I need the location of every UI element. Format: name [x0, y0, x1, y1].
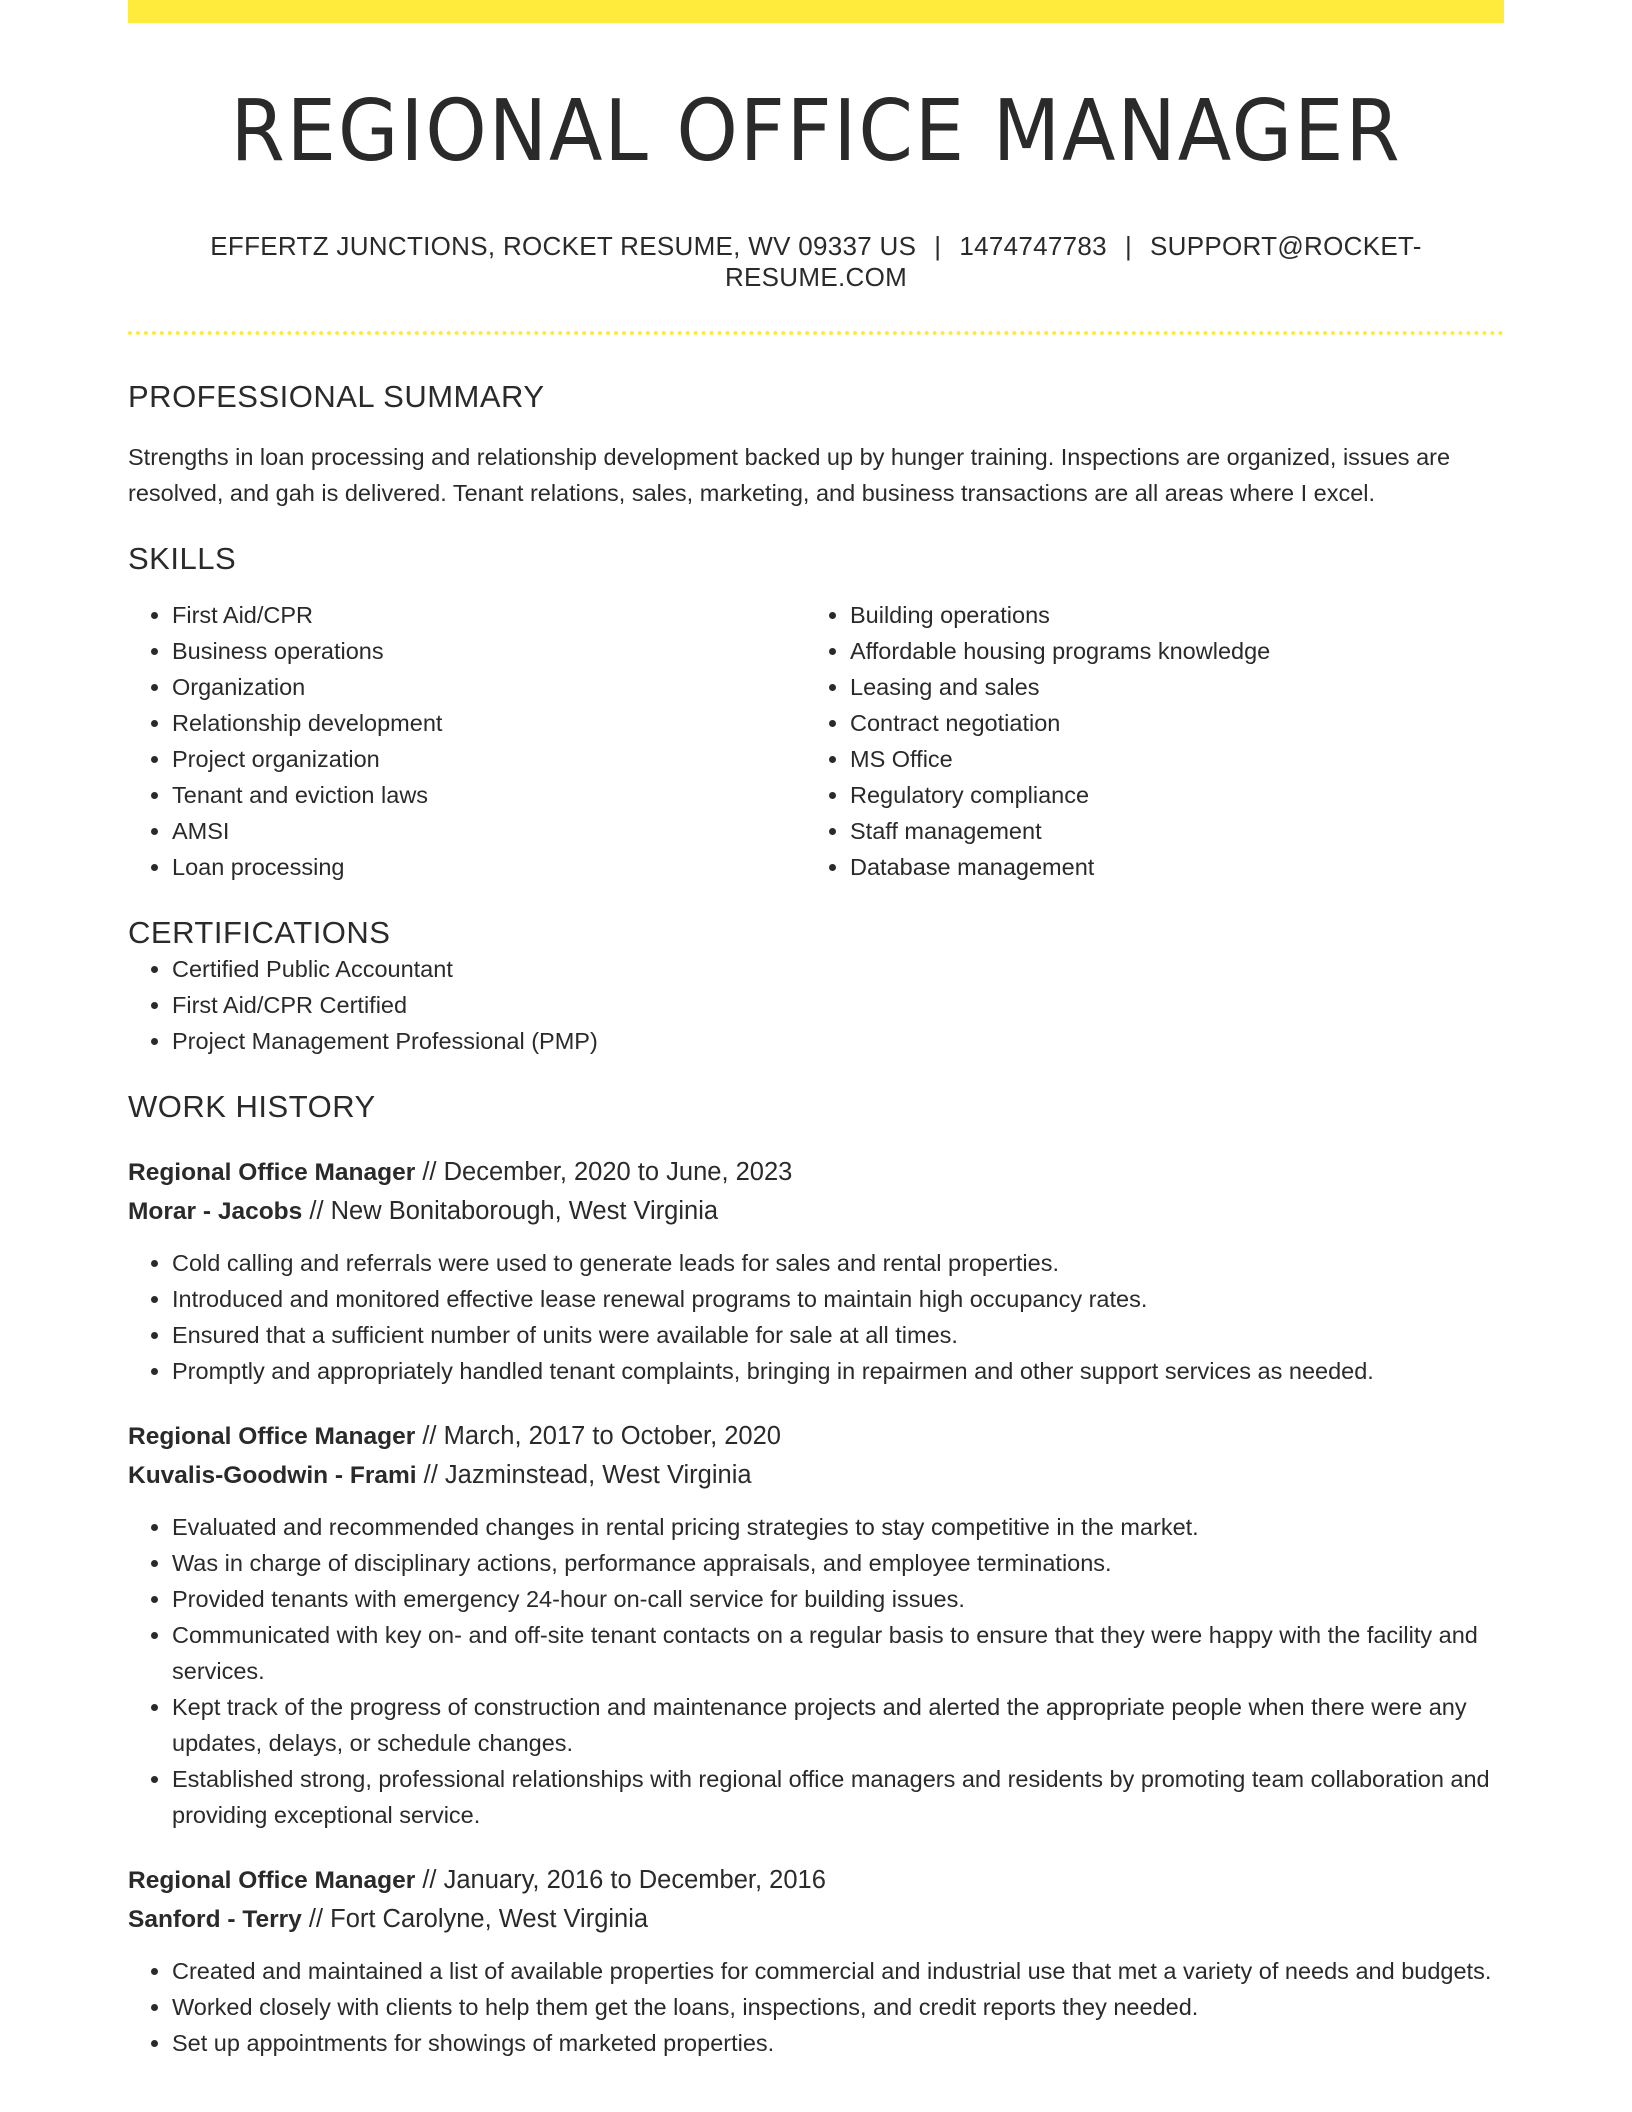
summary-text: Strengths in loan processing and relationship development backed up by hunger training. Inspections are organized, issues are resolved, and gah is delivered. Tenant relations, sales, marketing, and business transactions are all areas where I excel.: [128, 443, 1451, 506]
skill-item: • AMSI: [172, 813, 806, 849]
job-location: // New Bonitaborough, West Virginia: [302, 1196, 719, 1225]
job-company-line: [128, 1456, 1504, 1495]
job-bullet: • Established strong, professional relationships with regional office managers and residents by promoting team collaboration and providing exceptional service.: [172, 1761, 1504, 1833]
job-company: Kuvalis-Goodwin - Frami: [128, 1461, 417, 1489]
skills-column-left: [128, 597, 806, 885]
job-entry: [128, 1861, 1504, 2061]
job-bullet: • Evaluated and recommended changes in rental pricing strategies to stay competitive in the market.: [172, 1509, 1504, 1545]
contact-email[interactable]: SUPPORT@ROCKET-RESUME.COM: [724, 230, 1422, 292]
resume-name: REGIONAL OFFICE MANAGER: [230, 82, 1402, 181]
skill-item: • Regulatory compliance: [850, 777, 1484, 813]
job-company: Sanford - Terry: [128, 1905, 302, 1933]
skill-item: • Project organization: [172, 741, 806, 777]
contact-line: [128, 231, 1504, 293]
resume-page: [128, 0, 1504, 2061]
job-title-line: [128, 1153, 1504, 1192]
job-bullets: [128, 1953, 1504, 2061]
top-accent-bar: [128, 0, 1504, 23]
job-bullet: • Was in charge of disciplinary actions, performance appraisals, and employee terminations.: [172, 1545, 1504, 1581]
skills-column-right: [806, 597, 1484, 885]
certification-item: • First Aid/CPR Certified: [172, 987, 1504, 1023]
job-bullet: • Worked closely with clients to help them get the loans, inspections, and credit reports they needed.: [172, 1989, 1504, 2025]
summary-heading: PROFESSIONAL SUMMARY: [128, 378, 545, 414]
skill-item: • Tenant and eviction laws: [172, 777, 806, 813]
certification-item: • Project Management Professional (PMP): [172, 1023, 1504, 1059]
skill-item: • Affordable housing programs knowledge: [850, 633, 1484, 669]
skill-item: • Relationship development: [172, 705, 806, 741]
job-bullet: • Ensured that a sufficient number of units were available for sale at all times.: [172, 1317, 1504, 1353]
job-bullet: • Kept track of the progress of construction and maintenance projects and alerted the appropriate people when there were any updates, delays, or schedule changes.: [172, 1689, 1504, 1761]
certifications-heading: CERTIFICATIONS: [128, 914, 391, 950]
skill-item: • MS Office: [850, 741, 1484, 777]
job-dates: // December, 2020 to June, 2023: [415, 1157, 793, 1186]
header-divider: [128, 331, 1504, 335]
skills-list-right: [806, 597, 1484, 885]
job-location: // Fort Carolyne, West Virginia: [301, 1904, 649, 1933]
job-bullet: • Provided tenants with emergency 24-hour on-call service for building issues.: [172, 1581, 1504, 1617]
contact-phone: 1474747783: [959, 230, 1107, 261]
job-entry: [128, 1153, 1504, 1389]
job-bullet: • Introduced and monitored effective lease renewal programs to maintain high occupancy rates.: [172, 1281, 1504, 1317]
skill-item: • Business operations: [172, 633, 806, 669]
skills-heading: SKILLS: [128, 540, 237, 576]
skill-item: • Loan processing: [172, 849, 806, 885]
skills-list-left: [128, 597, 806, 885]
job-location: // Jazminstead, West Virginia: [416, 1460, 752, 1489]
job-company-line: [128, 1192, 1504, 1231]
skill-item: • Contract negotiation: [850, 705, 1484, 741]
job-title-line: [128, 1417, 1504, 1456]
job-dates: // January, 2016 to December, 2016: [415, 1865, 826, 1894]
skill-item: • Building operations: [850, 597, 1484, 633]
job-company-line: [128, 1900, 1504, 1939]
work-history-heading: WORK HISTORY: [128, 1088, 376, 1124]
skill-item: • Database management: [850, 849, 1484, 885]
certification-item: • Certified Public Accountant: [172, 951, 1504, 987]
skills-grid: [128, 597, 1504, 885]
job-company: Morar - Jacobs: [128, 1197, 303, 1225]
job-entry: [128, 1417, 1504, 1833]
job-role: Regional Office Manager: [128, 1866, 416, 1894]
job-bullet: • Cold calling and referrals were used to generate leads for sales and rental properties.: [172, 1245, 1504, 1281]
contact-separator: |: [934, 230, 942, 261]
skill-item: • First Aid/CPR: [172, 597, 806, 633]
skill-item: • Organization: [172, 669, 806, 705]
job-bullet: • Created and maintained a list of available properties for commercial and industrial use that met a variety of needs and budgets.: [172, 1953, 1504, 1989]
certifications-list: [128, 951, 1504, 1059]
job-bullets: [128, 1245, 1504, 1389]
job-role: Regional Office Manager: [128, 1422, 416, 1450]
skill-item: • Staff management: [850, 813, 1484, 849]
contact-address: EFFERTZ JUNCTIONS, ROCKET RESUME, WV 09337 US: [210, 230, 917, 261]
job-title-line: [128, 1861, 1504, 1900]
job-bullet: • Promptly and appropriately handled tenant complaints, bringing in repairmen and other support services as needed.: [172, 1353, 1504, 1389]
job-bullet: • Set up appointments for showings of marketed properties.: [172, 2025, 1504, 2061]
job-role: Regional Office Manager: [128, 1158, 416, 1186]
contact-separator: |: [1124, 230, 1133, 261]
skill-item: • Leasing and sales: [850, 669, 1484, 705]
job-dates: // March, 2017 to October, 2020: [415, 1421, 781, 1450]
job-bullets: [128, 1509, 1504, 1833]
job-bullet: • Communicated with key on- and off-site tenant contacts on a regular basis to ensure that they were happy with the facility and services.: [172, 1617, 1504, 1689]
